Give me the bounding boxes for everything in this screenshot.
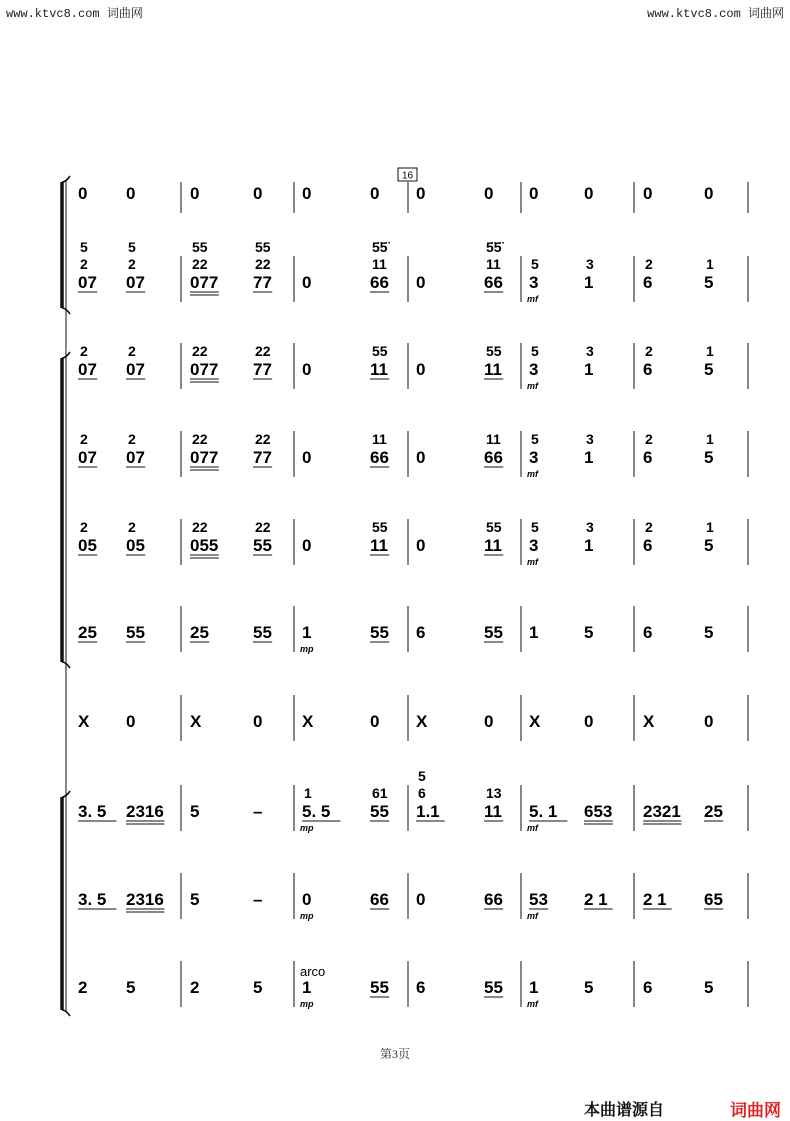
upper-note: 2	[80, 519, 88, 535]
note-group: 0	[484, 712, 494, 731]
note-group: 6	[643, 448, 653, 467]
note-group: 0	[416, 536, 426, 555]
note-group: 55	[253, 536, 272, 555]
upper-note: 22	[192, 431, 208, 447]
note-group: 11	[484, 360, 502, 379]
note-group: 0	[302, 890, 312, 909]
note-group: 66	[484, 448, 503, 467]
upper-note: 1	[706, 256, 714, 272]
note-group: 66	[370, 448, 389, 467]
upper-note: 3	[586, 431, 594, 447]
note-group: 6	[416, 978, 426, 997]
note-group: 11	[484, 802, 502, 821]
dynamic-mark: mp	[300, 823, 314, 833]
note-group: 2316	[126, 890, 164, 909]
note-group: 5	[704, 360, 714, 379]
note-group: 0	[584, 712, 594, 731]
note-group: –	[253, 890, 263, 909]
note-group: X	[190, 712, 202, 731]
dynamic-mark: mp	[300, 644, 314, 654]
dynamic-mark: mf	[527, 557, 538, 567]
upper-note: 11	[372, 431, 387, 447]
note-group: 2321	[643, 802, 681, 821]
note-group: 5	[584, 978, 594, 997]
note-group: 0	[78, 184, 88, 203]
dynamic-mark: mf	[527, 469, 538, 479]
note-group: 6	[643, 536, 653, 555]
upper-note: 55	[486, 519, 502, 535]
note-group: 2	[190, 978, 200, 997]
note-group: 5	[704, 448, 714, 467]
note-group: 55	[126, 623, 145, 642]
note-group: 3	[529, 448, 539, 467]
score-notes	[78, 184, 723, 1009]
bracket-hook	[62, 1010, 70, 1016]
note-group: 653	[584, 802, 613, 821]
note-group: 0	[126, 712, 136, 731]
note-group: 0	[302, 273, 312, 292]
note-group: 6	[643, 360, 653, 379]
upper-note: 5	[531, 256, 539, 272]
note-group: 3	[529, 273, 539, 292]
note-group: 5	[704, 536, 714, 555]
upper-note: 2	[128, 343, 136, 359]
note-group: 0	[253, 712, 263, 731]
upper-note: 22	[192, 519, 208, 535]
note-group: 55	[253, 623, 272, 642]
bracket-hook	[62, 176, 70, 182]
note-group: 55	[484, 623, 503, 642]
upper-note: 13	[486, 785, 502, 801]
note-group: 5	[190, 802, 200, 821]
upper-note: 61	[372, 785, 388, 801]
note-group: 0	[416, 273, 426, 292]
upper-note: 2	[80, 343, 88, 359]
note-group: 0	[529, 184, 539, 203]
note-group: 5. 1	[529, 802, 558, 821]
note-group: 0	[584, 184, 594, 203]
note-group: 0	[302, 536, 312, 555]
upper-note: 11	[486, 256, 501, 272]
upper-note: 22	[192, 343, 208, 359]
note-group: X	[529, 712, 541, 731]
note-group: 2 1	[643, 890, 667, 909]
note-group: X	[416, 712, 428, 731]
upper-note: 1	[706, 519, 714, 535]
dynamic-mark: mf	[527, 823, 538, 833]
upper-note: 3	[586, 519, 594, 535]
note-group: 1	[529, 623, 539, 642]
page-number: 第3页	[379, 1047, 410, 1061]
dynamic-mark: mf	[527, 999, 538, 1009]
upper-note: 1	[706, 431, 714, 447]
note-group: 77	[253, 360, 272, 379]
upper-note: 5	[80, 239, 88, 255]
dynamic-mark: mp	[300, 911, 314, 921]
upper-note: 5	[418, 768, 426, 784]
note-group: 3	[529, 536, 539, 555]
site-logo: 词曲网	[730, 1101, 781, 1120]
note-group: 0	[302, 448, 312, 467]
note-group: 1	[302, 978, 312, 997]
site-header-left: www.ktvc8.com 词曲网	[6, 7, 143, 21]
note-group: 55	[484, 978, 503, 997]
note-group: 077	[190, 360, 219, 379]
upper-note: 6	[418, 785, 426, 801]
note-group: 65	[704, 890, 723, 909]
note-group: 2 1	[584, 890, 608, 909]
note-group: 11	[484, 536, 502, 555]
site-header-right: www.ktvc8.com 词曲网	[647, 7, 784, 21]
upper-note: 5̈5̈	[372, 239, 388, 255]
note-group: X	[302, 712, 314, 731]
note-group: 25	[78, 623, 97, 642]
note-group: 0	[190, 184, 200, 203]
note-group: 11	[370, 536, 388, 555]
note-group: 0	[704, 712, 714, 731]
note-group: 1	[584, 536, 594, 555]
note-group: 07	[78, 448, 97, 467]
upper-note: 2	[645, 519, 653, 535]
note-group: 55	[370, 623, 389, 642]
upper-note: 2	[645, 431, 653, 447]
note-group: 25	[190, 623, 209, 642]
note-group: 1	[584, 273, 594, 292]
note-group: 077	[190, 448, 219, 467]
upper-note: 2	[128, 256, 136, 272]
note-group: 53	[529, 890, 548, 909]
note-group: 07	[126, 448, 145, 467]
note-group: 5	[253, 978, 263, 997]
rehearsal-mark-16	[398, 168, 417, 182]
note-group: 077	[190, 273, 219, 292]
note-group: 5	[190, 890, 200, 909]
note-group: 07	[78, 360, 97, 379]
note-group: 25	[704, 802, 723, 821]
note-group: 1	[584, 448, 594, 467]
upper-note: 5̈5̈	[486, 239, 502, 255]
note-group: 0	[126, 184, 136, 203]
upper-note: 2	[128, 431, 136, 447]
dynamic-mark: mf	[527, 294, 538, 304]
note-group: 0	[416, 184, 426, 203]
dynamic-mark: mf	[527, 381, 538, 391]
note-group: 77	[253, 448, 272, 467]
upper-note: 22	[255, 519, 271, 535]
note-group: 5. 5	[302, 802, 331, 821]
note-group: 0	[302, 360, 312, 379]
note-group: 07	[78, 273, 97, 292]
upper-note: 1	[304, 785, 312, 801]
upper-note: 3	[586, 256, 594, 272]
upper-note: 5	[128, 239, 136, 255]
note-group: 66	[484, 273, 503, 292]
note-group: 6	[416, 623, 426, 642]
note-group: 66	[484, 890, 503, 909]
upper-note: 11	[372, 256, 387, 272]
upper-note: 5	[531, 431, 539, 447]
note-group: 0	[643, 184, 653, 203]
upper-note: 3	[586, 343, 594, 359]
note-group: 5	[126, 978, 136, 997]
note-group: 66	[370, 273, 389, 292]
upper-note: 2	[645, 256, 653, 272]
note-group: 2	[78, 978, 88, 997]
note-group: 11	[370, 360, 388, 379]
note-group: 66	[370, 890, 389, 909]
note-group: 6	[643, 273, 653, 292]
note-group: 0	[416, 360, 426, 379]
note-group: 0	[370, 184, 380, 203]
arco-marking: arco	[300, 964, 326, 979]
upper-note: 11	[486, 431, 501, 447]
upper-note: 22	[255, 343, 271, 359]
note-group: –	[253, 802, 263, 821]
note-group: 5	[704, 623, 714, 642]
note-group: 3. 5	[78, 890, 107, 909]
upper-note: 5	[531, 519, 539, 535]
upper-note: 22	[255, 431, 271, 447]
note-group: 77	[253, 273, 272, 292]
upper-note: 22	[255, 256, 271, 272]
note-group: 0	[416, 890, 426, 909]
upper-note: 5	[531, 343, 539, 359]
upper-note: 55	[486, 343, 502, 359]
upper-note: 55	[372, 519, 388, 535]
note-group: 5	[584, 623, 594, 642]
rehearsal-mark-label: 16	[401, 170, 414, 182]
note-group: 055	[190, 536, 219, 555]
note-group: 3. 5	[78, 802, 107, 821]
note-group: 55	[370, 802, 389, 821]
source-label: 本曲谱源自	[584, 1102, 665, 1119]
note-group: 6	[643, 978, 653, 997]
dynamic-mark: mf	[527, 911, 538, 921]
note-group: 05	[78, 536, 97, 555]
note-group: 6	[643, 623, 653, 642]
note-group: 1	[529, 978, 539, 997]
upper-note: 2	[80, 256, 88, 272]
note-group: 55	[370, 978, 389, 997]
upper-note: 55	[372, 343, 388, 359]
note-group: 05	[126, 536, 145, 555]
upper-note: 55	[255, 239, 271, 255]
note-group: 07	[126, 273, 145, 292]
note-group: 07	[126, 360, 145, 379]
upper-note: 2	[128, 519, 136, 535]
note-group: 2316	[126, 802, 164, 821]
upper-note: 1	[706, 343, 714, 359]
dynamic-mark: mp	[300, 999, 314, 1009]
note-group: 0	[416, 448, 426, 467]
note-group: 3	[529, 360, 539, 379]
note-group: 0	[302, 184, 312, 203]
note-group: 1	[584, 360, 594, 379]
note-group: X	[78, 712, 90, 731]
note-group: X	[643, 712, 655, 731]
note-group: 0	[484, 184, 494, 203]
upper-note: 22	[192, 256, 208, 272]
note-group: 5	[704, 273, 714, 292]
note-group: 1	[302, 623, 312, 642]
note-group: 5	[704, 978, 714, 997]
note-group: 0	[253, 184, 263, 203]
note-group: 0	[704, 184, 714, 203]
upper-note: 2	[645, 343, 653, 359]
upper-note: 55	[192, 239, 208, 255]
note-group: 0	[370, 712, 380, 731]
note-group: 1.1	[416, 802, 440, 821]
upper-note: 2	[80, 431, 88, 447]
